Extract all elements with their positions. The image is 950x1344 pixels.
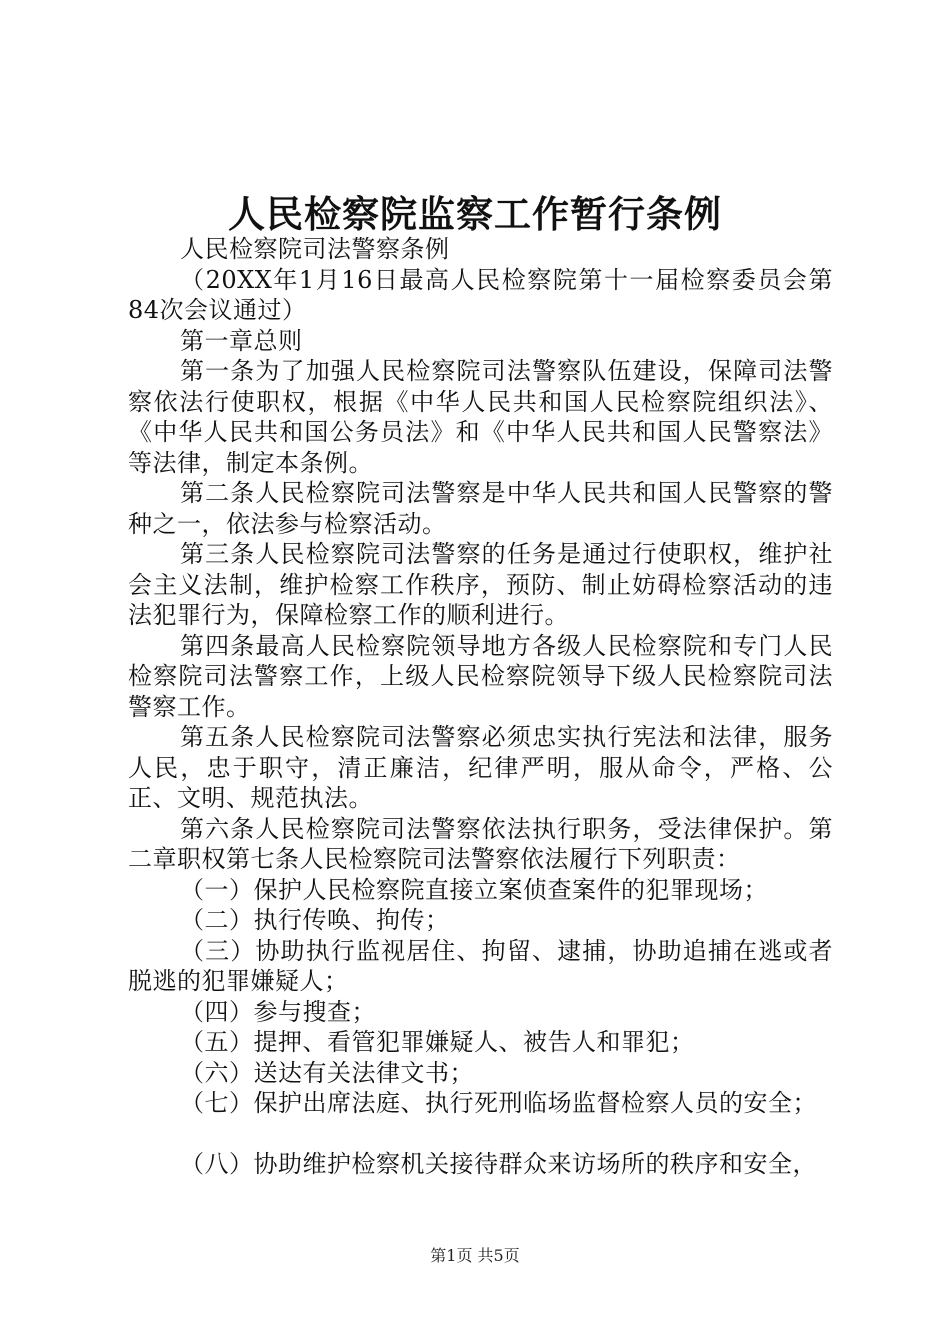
- list-item: （七）保护出席法庭、执行死刑临场监督检察人员的安全；: [180, 1089, 817, 1117]
- list-item: （四）参与搜查；: [180, 997, 376, 1026]
- list-item: （一）保护人民检察院直接立案侦查案件的犯罪现场；: [180, 875, 768, 904]
- list-item: （三）协助执行监视居住、拘留、逮捕，协助追捕在逃或者脱逃的犯罪嫌疑人；: [128, 936, 833, 995]
- document-body: [128, 234, 833, 1179]
- article-paragraph: 第六条人民检察院司法警察依法执行职务，受法律保护。第二章职权第七条人民检察院司法警察依法履行下列职责：: [128, 814, 833, 873]
- paragraph-adoption-note: （20XX年1月16日最高人民检察院第十一届检察委员会第84次会议通过）: [128, 265, 833, 324]
- article-paragraph: 第二条人民检察院司法警察是中华人民共和国人民警察的警种之一，依法参与检察活动。: [128, 479, 833, 538]
- article-paragraph: 第一条为了加强人民检察院司法警察队伍建设，保障司法警察依法行使职权，根据《中华人民共和国人民检察院组织法》、《中华人民共和国公务员法》和《中华人民共和国人民警察法》等法律，制定本条例。: [128, 357, 833, 477]
- article-paragraph: 第四条最高人民检察院领导地方各级人民检察院和专门人民检察院司法警察工作，上级人民检察院领导下级人民检察院司法警察工作。: [128, 631, 833, 721]
- article-paragraph: 第三条人民检察院司法警察的任务是通过行使职权，维护社会主义法制，维护检察工作秩序，预防、制止妨碍检察活动的违法犯罪行为，保障检察工作的顺利进行。: [128, 540, 833, 629]
- document-title: 人民检察院监察工作暂行条例: [228, 192, 722, 236]
- list-item: （八）协助维护检察机关接待群众来访场所的秩序和安全，: [180, 1149, 817, 1178]
- paragraph-subtitle: 人民检察院司法警察条例: [180, 235, 450, 263]
- page-footer: 第1页 共5页: [430, 1246, 520, 1265]
- article-paragraph: 第五条人民检察院司法警察必须忠实执行宪法和法律，服务人民，忠于职守，清正廉洁，纪律严明，服从命令，严格、公正、文明、规范执法。: [128, 723, 833, 812]
- chapter-heading: 第一章总则: [180, 326, 303, 355]
- list-item: （六）送达有关法律文书；: [180, 1058, 474, 1087]
- list-item: （二）执行传唤、拘传；: [180, 906, 450, 934]
- list-item: （五）提押、看管犯罪嫌疑人、被告人和罪犯；: [180, 1028, 695, 1056]
